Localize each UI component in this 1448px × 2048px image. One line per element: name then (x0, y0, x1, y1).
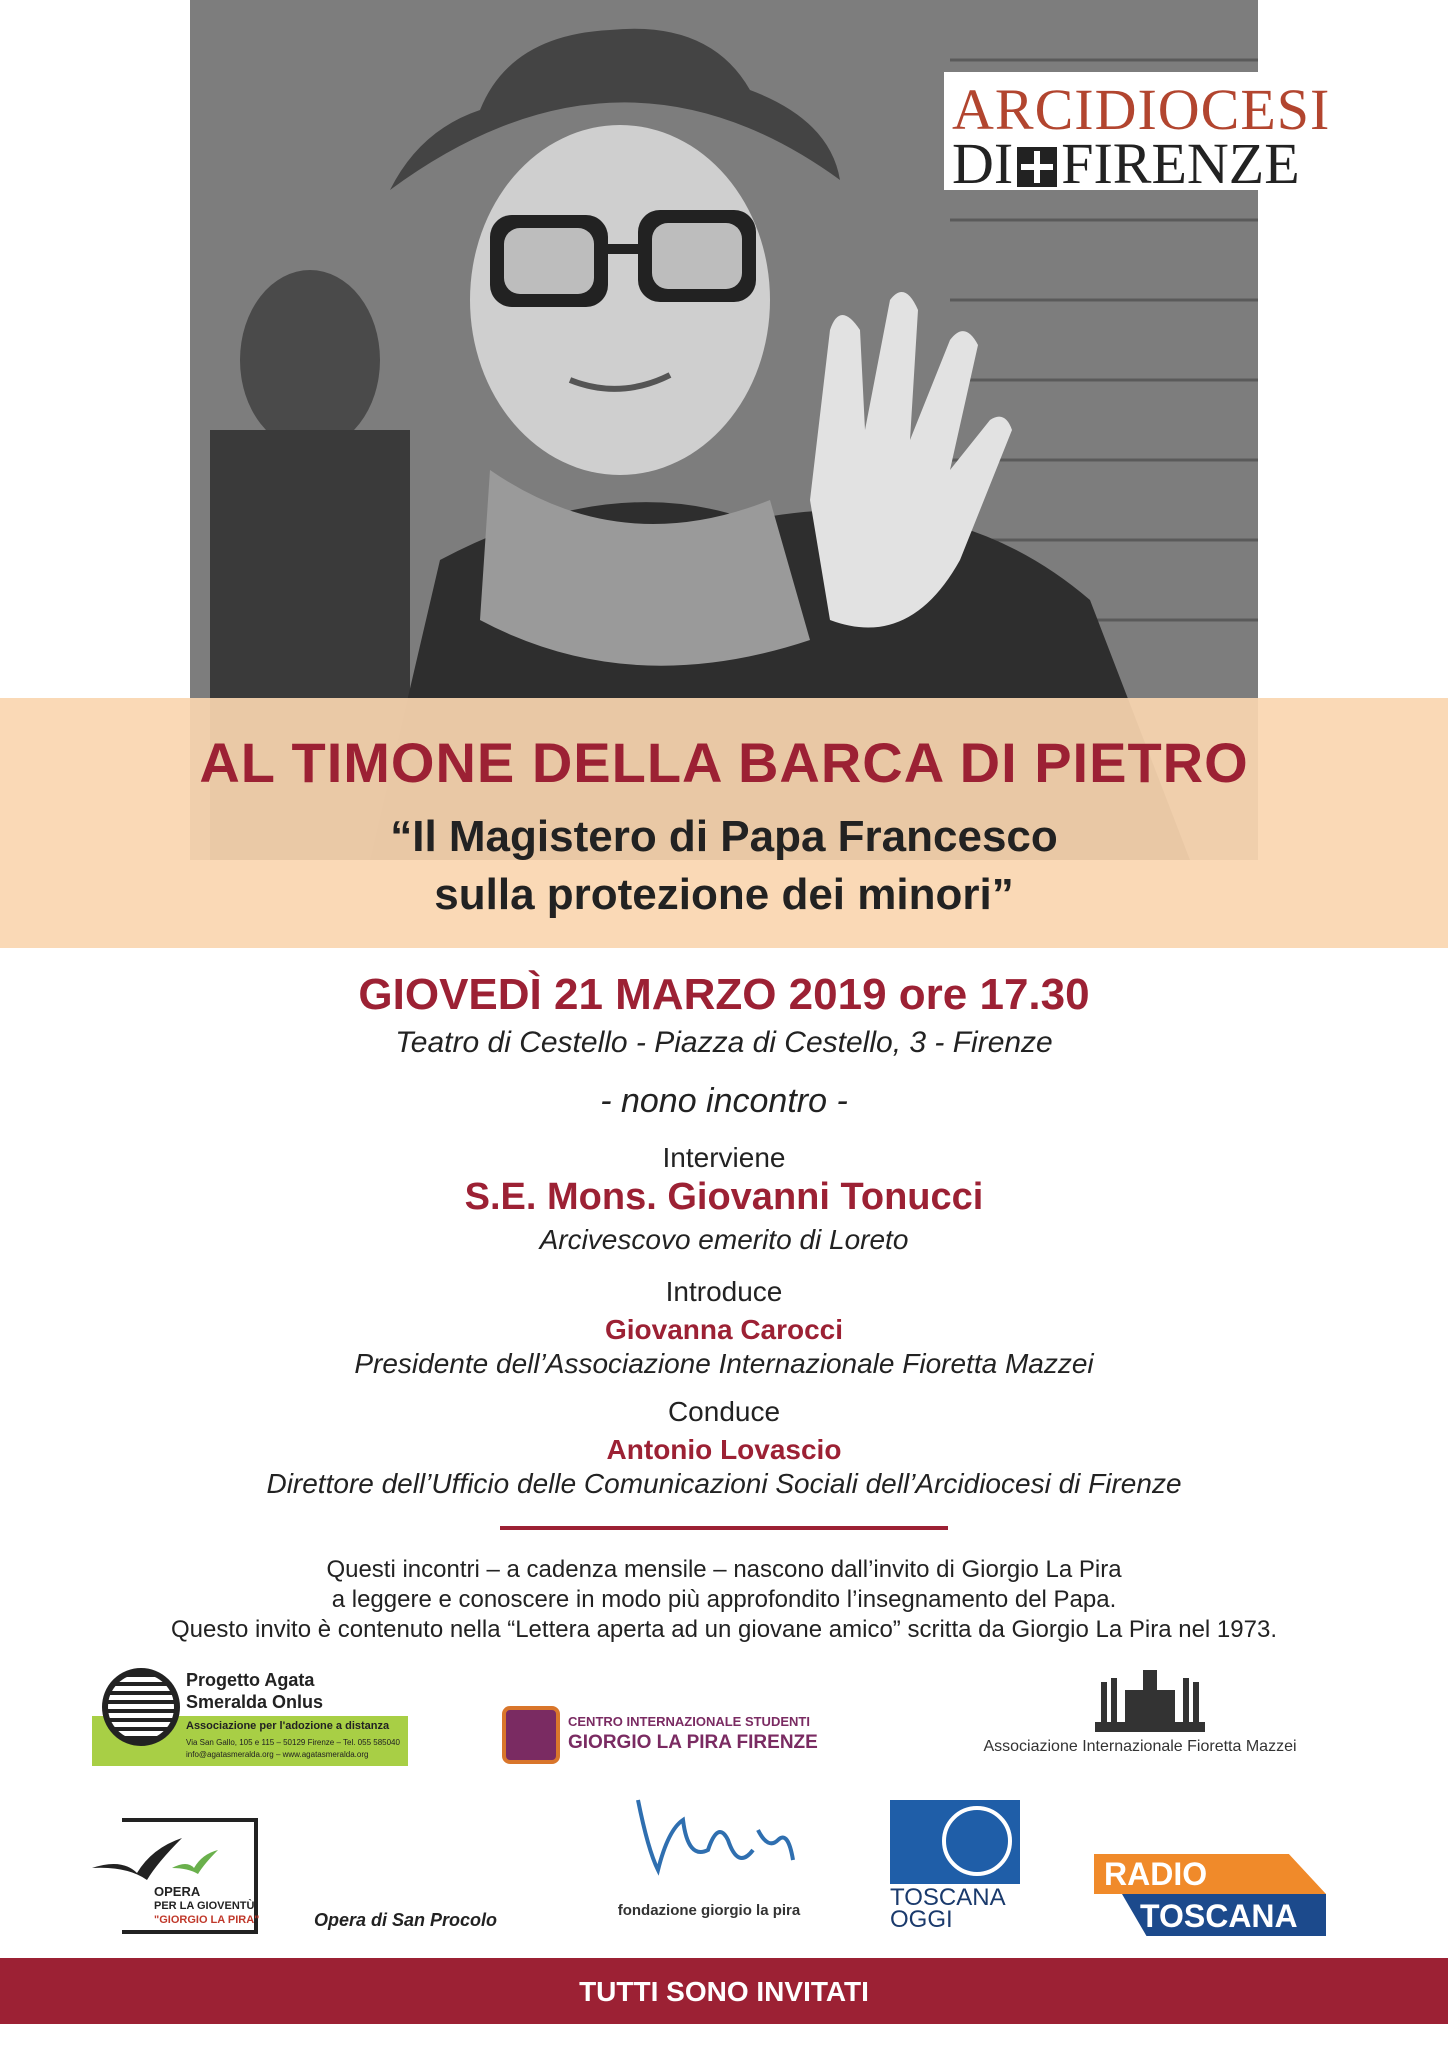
fioretta-text: Associazione Internazionale Fioretta Mazzei (983, 1738, 1297, 1755)
note-line2: a leggere e conoscere in modo più approfondito l’insegnamento del Papa. (331, 1586, 1117, 1613)
radio-word: RADIO (1104, 1856, 1208, 1892)
footer-bar (0, 1958, 1448, 2024)
conduce-label: Conduce (667, 1396, 781, 1427)
cross-icon (1017, 147, 1057, 187)
arcidiocesi-line2 (952, 130, 1300, 197)
toscana-word: TOSCANA (1140, 1898, 1298, 1934)
introduce-label: Introduce (665, 1276, 783, 1307)
cond-name: Antonio Lovascio (606, 1434, 842, 1465)
agata-web: info@agatasmeralda.org – www.agatasmeralda.org (186, 1750, 369, 1759)
san-procolo-logo: Opera di San Procolo (314, 1910, 498, 1930)
agata-subtitle: Associazione per l'adozione a distanza (186, 1720, 390, 1732)
agata-title1: Progetto Agata (186, 1670, 315, 1690)
radio-toscana-logo (1094, 1854, 1326, 1936)
intro-title: Presidente dell’Associazione Internazionale Fioretta Mazzei (354, 1348, 1094, 1379)
agata-title2: Smeralda Onlus (186, 1692, 324, 1712)
centro-line1: CENTRO INTERNAZIONALE STUDENTI (568, 1714, 810, 1729)
note-line3: Questo invito è contenuto nella “Lettera aperta ad un giovane amico” scritta da Giorgio La Pira nel 1973. (170, 1616, 1277, 1643)
event-edition: - nono incontro - (600, 1082, 848, 1120)
fioretta-mazzei-logo (950, 1664, 1330, 1764)
event-subtitle-line2: sulla protezione dei minori” (434, 870, 1014, 919)
event-date: GIOVEDÌ 21 MARZO 2019 ore 17.30 (358, 970, 1090, 1019)
arcidiocesi-logo (944, 72, 1331, 196)
ring-icon (942, 1806, 1012, 1876)
opera-gioventu-logo (92, 1818, 260, 1936)
arcidiocesi-firenze: FIRENZE (1061, 131, 1300, 196)
fondazione-text: fondazione giorgio la pira (617, 1902, 801, 1919)
toscana-oggi-line1: TOSCANA (890, 1884, 1006, 1911)
centro-studenti-logo (502, 1706, 832, 1766)
centro-line2: GIORGIO LA PIRA FIRENZE (568, 1732, 818, 1753)
event-venue: Teatro di Cestello - Piazza di Cestello, 3 - Firenze (395, 1026, 1053, 1059)
speaker-name: S.E. Mons. Giovanni Tonucci (464, 1176, 984, 1218)
speaker-title: Arcivescovo emerito di Loreto (539, 1224, 909, 1255)
footer-text: TUTTI SONO INVITATI (579, 1976, 869, 2007)
birds-icon (92, 1828, 222, 1888)
globe-icon (102, 1668, 180, 1746)
og-line1: OPERA (154, 1884, 201, 1899)
agata-address: Via San Gallo, 105 e 115 – 50129 Firenze – Tel. 055 585040 (186, 1738, 400, 1747)
note-line1: Questi incontri – a cadenza mensile – nascono dall’invito di Giorgio La Pira (326, 1556, 1122, 1583)
centro-emblem-icon (502, 1706, 560, 1764)
toscana-oggi-line2: OGGI (890, 1906, 953, 1933)
og-line2: PER LA GIOVENTÙ (154, 1900, 255, 1912)
cond-title: Direttore dell’Ufficio delle Comunicazioni Sociali dell’Arcidiocesi di Firenze (266, 1468, 1182, 1499)
signature-icon (628, 1790, 798, 1890)
interviene-label: Interviene (662, 1142, 786, 1173)
agata-smeralda-logo (92, 1668, 408, 1766)
villa-icon (1095, 1664, 1205, 1732)
og-line3: "GIORGIO LA PIRA" (154, 1914, 260, 1926)
divider (500, 1526, 948, 1530)
event-title: AL TIMONE DELLA BARCA DI PIETRO (199, 731, 1249, 794)
event-subtitle-line1: “Il Magistero di Papa Francesco (390, 812, 1058, 861)
toscana-oggi-logo (888, 1800, 1022, 1934)
fondazione-la-pira-logo (604, 1790, 814, 1930)
arcidiocesi-di: DI (952, 131, 1014, 196)
intro-name: Giovanna Carocci (604, 1314, 844, 1345)
arcidiocesi-line1: ARCIDIOCESI (952, 77, 1331, 142)
